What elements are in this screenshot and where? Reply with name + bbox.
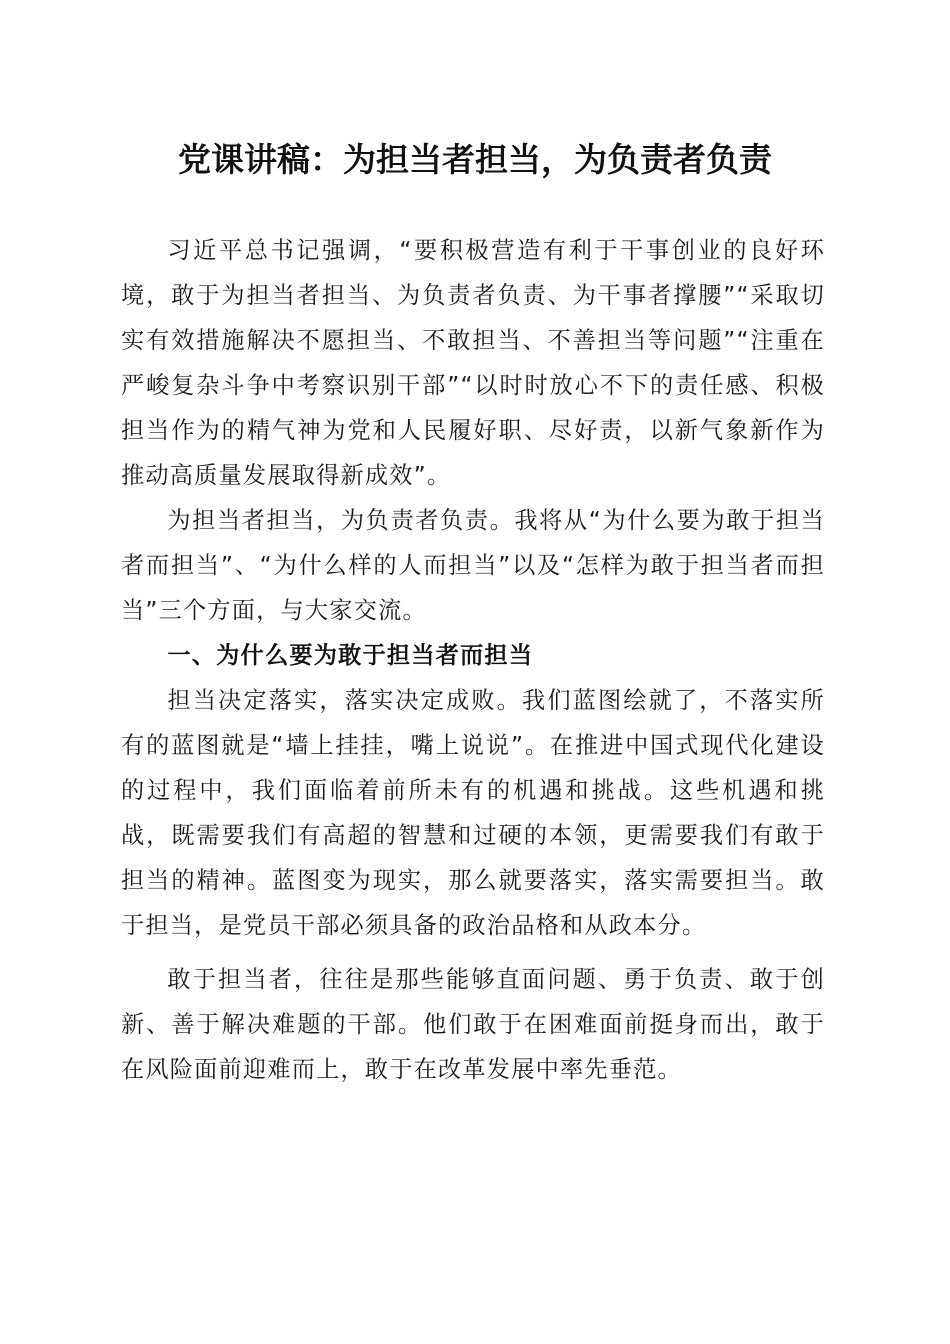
section-1-paragraph-2: 敢于担当者，往往是那些能够直面问题、勇于负责、敢于创新、善于解决难题的干部。他们敢于在困难面前挺身而出，敢于在风险面前迎难而上，敢于在改革发展中率先垂范。 (121, 966, 825, 1083)
section-heading-1: 一、为什么要为敢于担当者而担当 (167, 642, 534, 669)
document-body (121, 228, 825, 1092)
paragraph-overview: 为担当者担当，为负责者负责。我将从“为什么要为敢于担当者而担当”、“为什么样的人而担当”以及“怎样为敢于担当者而担当”三个方面，与大家交流。 (121, 507, 825, 624)
page-title: 党课讲稿：为担当者担当，为负责者负责 (178, 140, 772, 179)
section-1-paragraph-1: 担当决定落实，落实决定成败。我们蓝图绘就了，不落实所有的蓝图就是“墙上挂挂，嘴上说说”。在推进中国式现代化建设的过程中，我们面临着前所未有的机遇和挑战。这些机遇和挑战，既需要我们有高超的智慧和过硬的本领，更需要我们有敢于担当的精神。蓝图变为现实，那么就要落实，落实需要担当。敢于担当，是党员干部必须具备的政治品格和从政本分。 (121, 687, 825, 939)
paragraph-intro: 习近平总书记强调，“要积极营造有利于干事创业的良好环境，敢于为担当者担当、为负责者负责、为干事者撑腰”“采取切实有效措施解决不愿担当、不敢担当、不善担当等问题”“注重在严峻复杂斗争中考察识别干部”“以时时放心不下的责任感、积极担当作为的精气神为党和人民履好职、尽好责，以新气象新作为推动高质量发展取得新成效”。 (121, 237, 825, 489)
